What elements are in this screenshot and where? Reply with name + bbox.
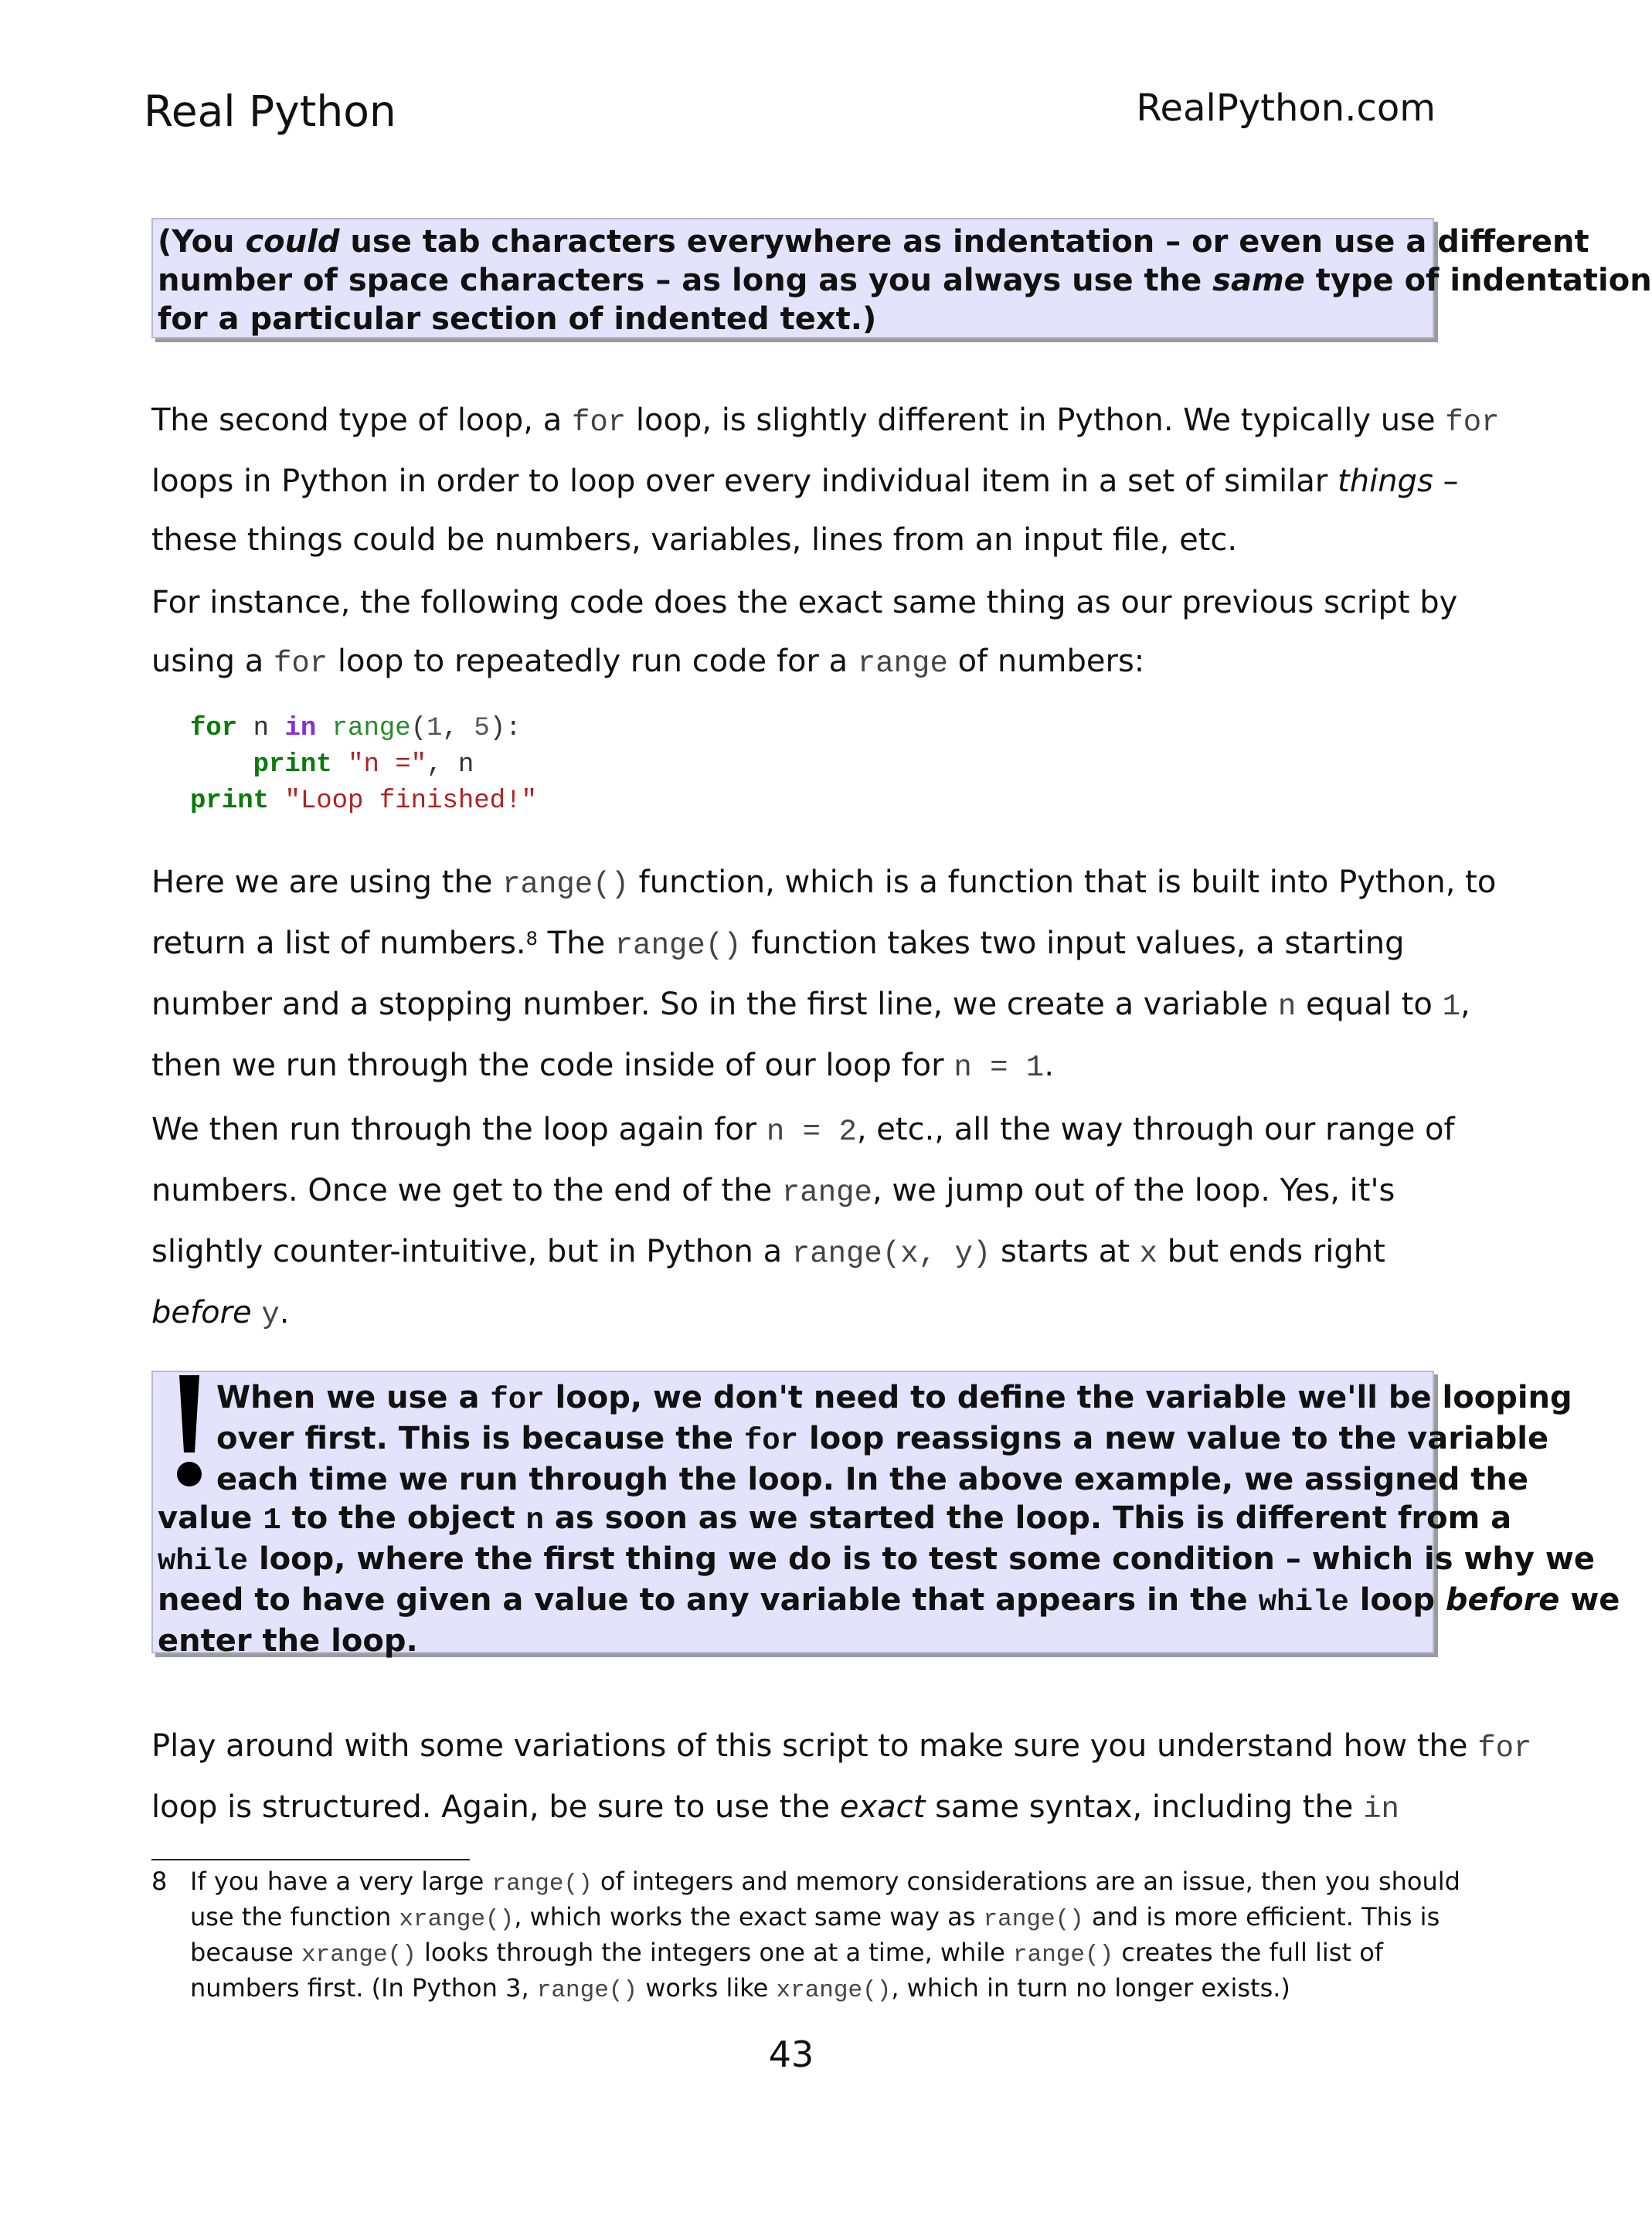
warning-line: When we use a for loop, we don't need to define the variable we'll be looping (216, 1380, 1572, 1417)
code-line: print "n =", n (253, 750, 474, 780)
warning-line: enter the loop. (158, 1623, 418, 1659)
page-number: 43 (768, 2033, 814, 2075)
paragraph-range-function: Here we are using the range() function, which is a function that is built into Python, to return a list of numbers.$^8$ The range() function takes two input values, a starting number and a stopping number. So in the first line, we create a variable n equal to 1, then we run through the code inside of our loop for n = 1. (151, 865, 1497, 1085)
running-header-title: Real Python (144, 87, 396, 136)
footnote-ref[interactable]: 8 (525, 928, 538, 950)
warning-line: value 1 to the object n as soon as we started the loop. This is different from a (158, 1500, 1512, 1537)
exclamation-icon (167, 1372, 212, 1496)
warning-line: need to have given a value to any variable that appears in the while loop before we (158, 1582, 1620, 1619)
code-line: print "Loop finished!" (190, 787, 537, 816)
running-header-site: RealPython.com (1136, 87, 1436, 130)
code-example (190, 711, 537, 820)
footnote-8: 8 If you have a very large range() of integers and memory considerations are an issue, then you should use the function xrange(), which works the exact same way as range() and is more efficient. This is because xrange() looks through the integers one at a time, while range() creates the full list of numbers first. (In Python 3, range() works like xrange(), which in turn no longer exists.) (151, 1867, 1460, 2004)
paragraph-for-loop-intro: The second type of loop, a for loop, is slightly different in Python. We typically use for loops in Python in order to loop over every individual item in a set of similar things – these things could be numbers, variables, lines from an input file, etc. (151, 403, 1500, 558)
warning-line: over first. This is because the for loop reassigns a new value to the variable (216, 1421, 1549, 1458)
code-line: for n in range(1, 5): (190, 714, 522, 743)
warning-line: while loop, where the first thing we do is to test some condition – which is why we (158, 1541, 1595, 1578)
paragraph-instance: For instance, the following code does the exact same thing as our previous script by using a for loop to repeatedly run code for a range of numbers: (151, 585, 1458, 681)
note-line: (You could use tab characters everywhere as indentation – or even use a different (158, 224, 1589, 260)
paragraph-play-around: Play around with some variations of this script to make sure you understand how the for loop is structured. Again, be sure to use the exact same syntax, including the in (151, 1728, 1532, 1826)
warning-box-for-loop (151, 1371, 1620, 1659)
note-line: number of space characters – as long as you always use the same type of indentation (158, 263, 1652, 298)
paragraph-loop-again: We then run through the loop again for n = 2, etc., all the way through our range of numbers. Once we get to the end of the range, we jump out of the loop. Yes, it's slightly counter-intuitive, but in Python a range(x, y) starts at x but ends right before y. (151, 1112, 1455, 1332)
footnote-separator (151, 1859, 470, 1860)
warning-line: each time we run through the loop. In the above example, we assigned the (216, 1462, 1529, 1497)
footnote-number: 8 (151, 1867, 168, 1896)
note-line: for a particular section of indented text.) (158, 301, 877, 337)
note-box-indentation (151, 218, 1652, 338)
